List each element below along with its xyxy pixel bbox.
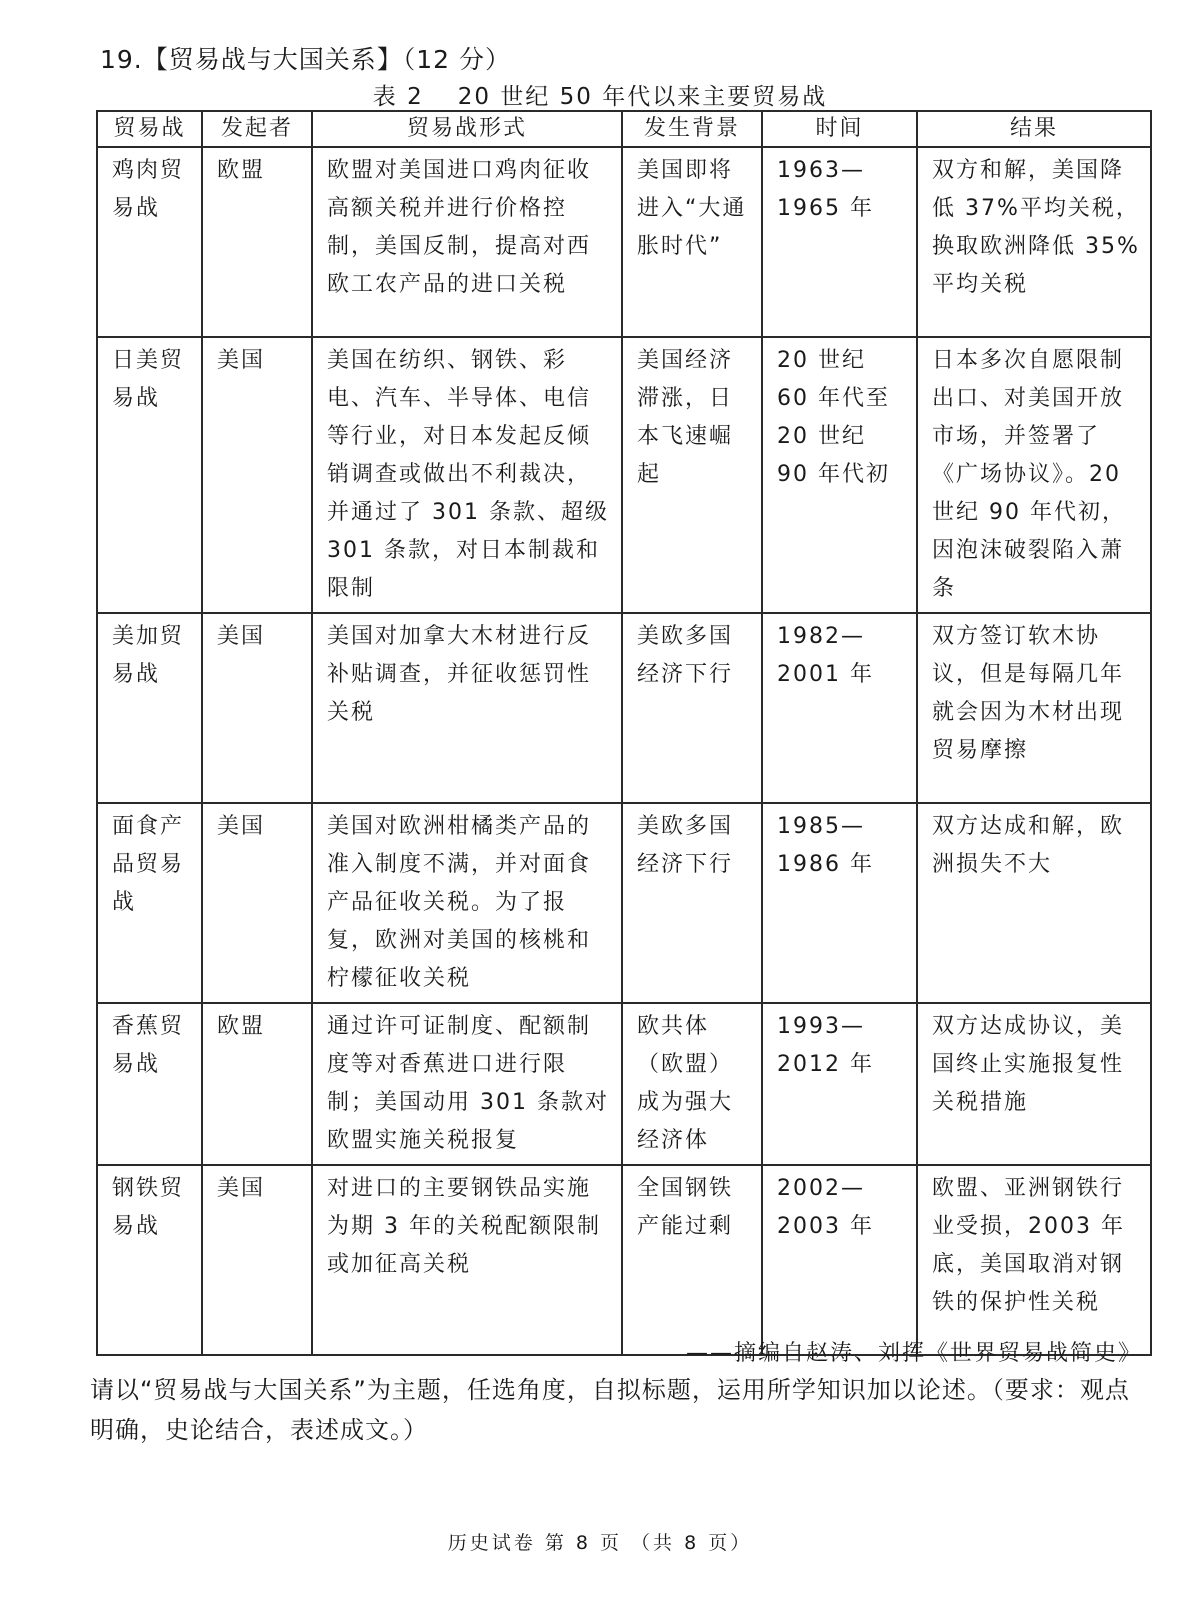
source-citation: ——摘编自赵涛、刘挥《世界贸易战简史》 (685, 1341, 1142, 1366)
cell-form: 美国对欧洲柑橘类产品的准入制度不满，并对面食产品征收关税。为了报复，欧洲对美国的核桃和柠檬征收关税 (312, 803, 622, 1003)
header-initiator: 发起者 (202, 111, 312, 147)
cell-time: 1982—2001 年 (762, 613, 917, 803)
question-title: 19.【贸易战与大国关系】（12 分） (100, 45, 512, 74)
table-header-row (97, 111, 1151, 147)
page-footer: 历史试卷 第 8 页 （共 8 页） (447, 1532, 753, 1554)
header-form: 贸易战形式 (312, 111, 622, 147)
cell-time: 1963—1965 年 (762, 147, 917, 337)
table-row (97, 337, 1151, 613)
question-prompt: 请以“贸易战与大国关系”为主题，任选角度，自拟标题，运用所学知识加以论述。（要求：观点明确，史论结合，表述成文。） (90, 1376, 1130, 1444)
cell-form: 美国对加拿大木材进行反补贴调查，并征收惩罚性关税 (312, 613, 622, 803)
header-background: 发生背景 (622, 111, 762, 147)
table-caption-text: 20 世纪 50 年代以来主要贸易战 (457, 84, 828, 110)
cell-result: 双方和解，美国降低 37%平均关税，换取欧洲降低 35%平均关税 (917, 147, 1151, 337)
cell-background: 欧共体（欧盟）成为强大经济体 (622, 1003, 762, 1165)
table-row (97, 803, 1151, 1003)
table-row (97, 1165, 1151, 1355)
table-row (97, 147, 1151, 337)
table-caption (0, 78, 1200, 111)
cell-name: 日美贸易战 (97, 337, 202, 613)
cell-form: 通过许可证制度、配额制度等对香蕉进口进行限制；美国动用 301 条款对欧盟实施关税报复 (312, 1003, 622, 1165)
table-caption-label: 表 2 (372, 84, 424, 110)
trade-war-table (96, 110, 1152, 1356)
cell-form: 美国在纺织、钢铁、彩电、汽车、半导体、电信等行业，对日本发起反倾销调查或做出不利裁决，并通过了 301 条款、超级 301 条款，对日本制裁和限制 (312, 337, 622, 613)
cell-name: 鸡肉贸易战 (97, 147, 202, 337)
cell-result: 双方达成协议，美国终止实施报复性关税措施 (917, 1003, 1151, 1165)
cell-initiator: 美国 (202, 1165, 312, 1355)
header-time: 时间 (762, 111, 917, 147)
cell-name: 面食产品贸易战 (97, 803, 202, 1003)
cell-result: 双方达成和解，欧洲损失不大 (917, 803, 1151, 1003)
cell-name: 钢铁贸易战 (97, 1165, 202, 1355)
cell-background: 美国经济滞涨，日本飞速崛起 (622, 337, 762, 613)
cell-result: 双方签订软木协议，但是每隔几年就会因为木材出现贸易摩擦 (917, 613, 1151, 803)
header-result: 结果 (917, 111, 1151, 147)
cell-time: 2002—2003 年 (762, 1165, 917, 1355)
cell-initiator: 美国 (202, 337, 312, 613)
cell-form: 对进口的主要钢铁品实施为期 3 年的关税配额限制或加征高关税 (312, 1165, 622, 1355)
cell-background: 美国即将进入“大通胀时代” (622, 147, 762, 337)
table-row (97, 1003, 1151, 1165)
cell-result: 欧盟、亚洲钢铁行业受损，2003 年底，美国取消对钢铁的保护性关税 (917, 1165, 1151, 1355)
cell-background: 美欧多国经济下行 (622, 803, 762, 1003)
cell-form: 欧盟对美国进口鸡肉征收高额关税并进行价格控制，美国反制，提高对西欧工农产品的进口关税 (312, 147, 622, 337)
cell-time: 20 世纪 60 年代至 20 世纪 90 年代初 (762, 337, 917, 613)
cell-name: 香蕉贸易战 (97, 1003, 202, 1165)
cell-initiator: 欧盟 (202, 1003, 312, 1165)
cell-time: 1985—1986 年 (762, 803, 917, 1003)
header-trade-war: 贸易战 (97, 111, 202, 147)
table-row (97, 613, 1151, 803)
cell-initiator: 欧盟 (202, 147, 312, 337)
cell-initiator: 美国 (202, 803, 312, 1003)
cell-name: 美加贸易战 (97, 613, 202, 803)
cell-time: 1993—2012 年 (762, 1003, 917, 1165)
cell-initiator: 美国 (202, 613, 312, 803)
cell-result: 日本多次自愿限制出口、对美国开放市场，并签署了《广场协议》。20 世纪 90 年代初，因泡沫破裂陷入萧条 (917, 337, 1151, 613)
cell-background: 全国钢铁产能过剩 (622, 1165, 762, 1355)
cell-background: 美欧多国经济下行 (622, 613, 762, 803)
